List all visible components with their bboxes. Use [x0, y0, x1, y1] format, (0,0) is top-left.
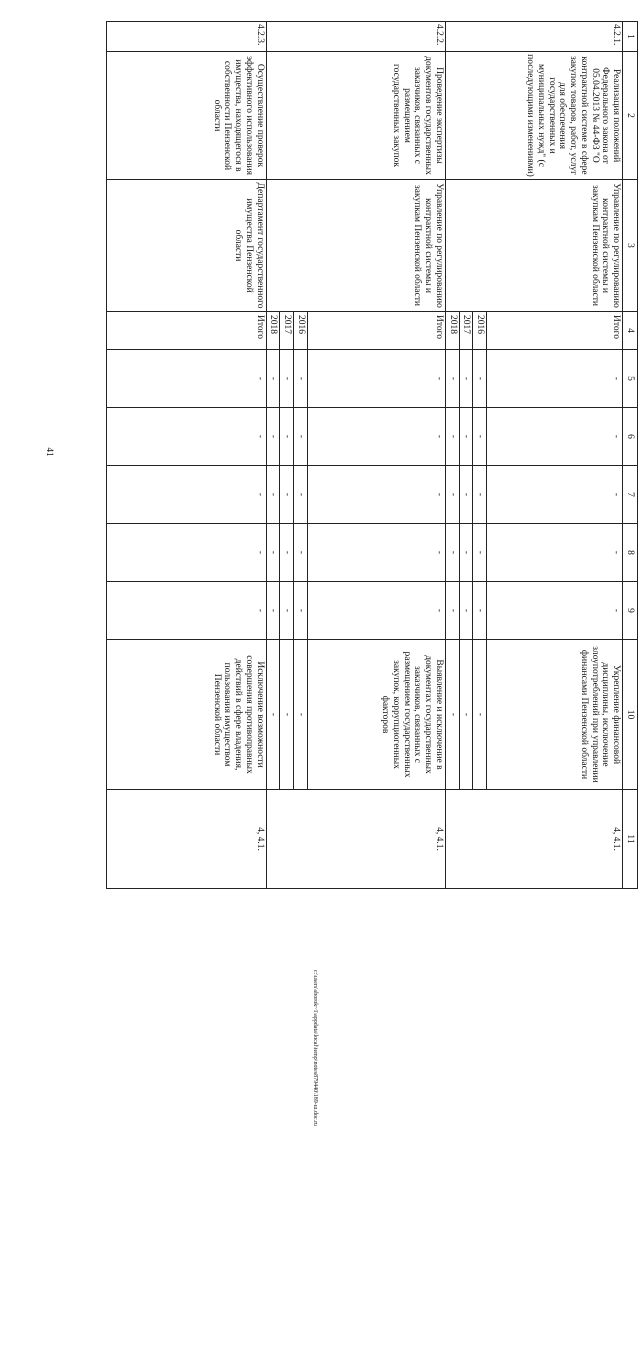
- header-cell: 5: [623, 350, 638, 408]
- page-number: 41: [45, 447, 55, 457]
- table-row: [487, 22, 623, 889]
- value-cell: -: [473, 582, 487, 640]
- value-cell: -: [473, 466, 487, 524]
- value-cell: -: [473, 350, 487, 408]
- value-cell: -: [487, 582, 623, 640]
- value-cell: -: [307, 408, 445, 466]
- indicator-cell: 4, 4.1.: [106, 790, 266, 889]
- result-cell: Выявление и исключение в документах государственных заказчиков, связанных с размещением государственных закупок, коррупциогенных факторов: [307, 640, 445, 790]
- result-cell: -: [266, 640, 280, 790]
- value-cell: -: [280, 524, 294, 582]
- year-cell: 2016: [473, 312, 487, 350]
- value-cell: -: [445, 350, 459, 408]
- row-number: 4.2.3.: [106, 22, 266, 52]
- result-cell: -: [473, 640, 487, 790]
- value-cell: -: [459, 350, 473, 408]
- header-cell: 2: [623, 52, 638, 180]
- value-cell: -: [294, 408, 308, 466]
- value-cell: -: [294, 466, 308, 524]
- file-path-footer: c:\users\sborok~1\appdata\local\temp\notes879440\189-ш.doc.ru: [312, 969, 318, 1127]
- total-label: Итого: [487, 312, 623, 350]
- value-cell: -: [473, 408, 487, 466]
- value-cell: -: [307, 350, 445, 408]
- value-cell: -: [307, 524, 445, 582]
- activity-cell: Реализация положений Федерального закона от 05.04.2013 № 44-ФЗ "О контрактной системе в сфере закупок товаров, работ, услуг для обеспечения государственных и муниципальных нужд" (с последующими изменениями): [445, 52, 622, 180]
- total-label: Итого: [106, 312, 266, 350]
- header-cell: 11: [623, 790, 638, 889]
- value-cell: -: [280, 466, 294, 524]
- value-cell: -: [445, 524, 459, 582]
- value-cell: -: [459, 524, 473, 582]
- year-cell: 2017: [280, 312, 294, 350]
- header-cell: 1: [623, 22, 638, 52]
- value-cell: -: [487, 408, 623, 466]
- header-cell: 4: [623, 312, 638, 350]
- value-cell: -: [266, 350, 280, 408]
- value-cell: -: [473, 524, 487, 582]
- table-row: [106, 22, 266, 889]
- value-cell: -: [266, 524, 280, 582]
- indicator-cell: 4, 4.1.: [445, 790, 622, 889]
- header-cell: 7: [623, 466, 638, 524]
- result-cell: -: [280, 640, 294, 790]
- header-cell: 8: [623, 524, 638, 582]
- value-cell: -: [487, 350, 623, 408]
- value-cell: -: [106, 408, 266, 466]
- result-cell: -: [459, 640, 473, 790]
- indicator-cell: 4, 4.1.: [266, 790, 445, 889]
- value-cell: -: [445, 408, 459, 466]
- activity-cell: Осуществление проверок эффективного использования имущества, находящегося в собственности Пензенской области: [106, 52, 266, 180]
- value-cell: -: [307, 582, 445, 640]
- value-cell: -: [459, 466, 473, 524]
- value-cell: -: [280, 350, 294, 408]
- value-cell: -: [280, 408, 294, 466]
- value-cell: -: [106, 582, 266, 640]
- value-cell: -: [445, 466, 459, 524]
- header-cell: 6: [623, 408, 638, 466]
- value-cell: -: [445, 582, 459, 640]
- value-cell: -: [106, 466, 266, 524]
- result-cell: -: [294, 640, 308, 790]
- program-activities-table: [106, 21, 638, 889]
- value-cell: -: [294, 582, 308, 640]
- activity-cell: Проведение экспертизы документов государственных заказчиков, связанных с размещением государственных закупок: [266, 52, 445, 180]
- executor-cell: Управление по регулированию контрактной системы и закупкам Пензенской области: [266, 180, 445, 312]
- total-label: Итого: [307, 312, 445, 350]
- value-cell: -: [459, 582, 473, 640]
- year-cell: 2018: [266, 312, 280, 350]
- value-cell: -: [106, 350, 266, 408]
- value-cell: -: [294, 524, 308, 582]
- year-cell: 2017: [459, 312, 473, 350]
- value-cell: -: [487, 466, 623, 524]
- header-row: [623, 22, 638, 889]
- row-number: 4.2.1.: [445, 22, 622, 52]
- program-table-sheet: [118, 21, 638, 888]
- executor-cell: Департамент государственного имущества Пензенской области: [106, 180, 266, 312]
- result-cell: Исключение возможности совершения противоправных действий в сфере владения, пользования имуществом Пензенской области: [106, 640, 266, 790]
- value-cell: -: [266, 466, 280, 524]
- row-number: 4.2.2.: [266, 22, 445, 52]
- value-cell: -: [106, 524, 266, 582]
- value-cell: -: [280, 582, 294, 640]
- value-cell: -: [266, 582, 280, 640]
- header-cell: 9: [623, 582, 638, 640]
- value-cell: -: [307, 466, 445, 524]
- executor-cell: Управление по регулированию контрактной системы и закупкам Пензенской области: [445, 180, 622, 312]
- year-cell: 2018: [445, 312, 459, 350]
- header-cell: 10: [623, 640, 638, 790]
- table-row: [307, 22, 445, 889]
- result-cell: -: [445, 640, 459, 790]
- result-cell: Укрепление финансовой дисциплины, исключение злоупотреблений при управлении финансами Пензенской области: [487, 640, 623, 790]
- value-cell: -: [294, 350, 308, 408]
- header-cell: 3: [623, 180, 638, 312]
- value-cell: -: [459, 408, 473, 466]
- value-cell: -: [487, 524, 623, 582]
- year-cell: 2016: [294, 312, 308, 350]
- value-cell: -: [266, 408, 280, 466]
